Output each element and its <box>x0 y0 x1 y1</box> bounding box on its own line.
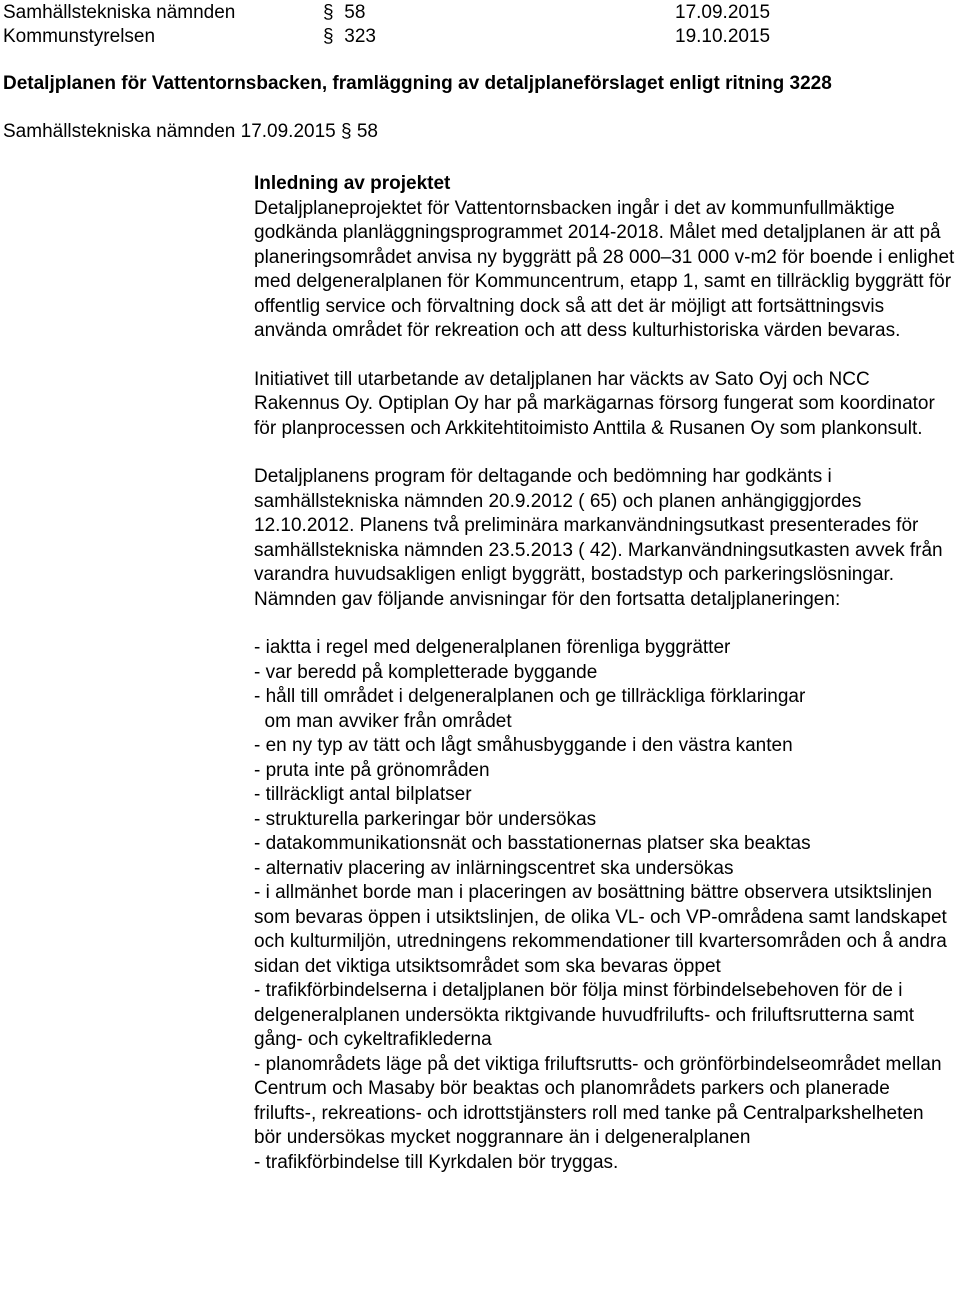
list-item: - trafikförbindelserna i detaljplanen bör följa minst förbindelsebehoven för de i delgeneralplanen undersökta riktgivande huvudfrilufts- och friluftsrutterna samt gång- och cykeltrafiklederna <box>254 980 915 1050</box>
paragraph-introduction: Detaljplaneprojektet för Vattentornsbacken ingår i det av kommunfullmäktige godkända planläggningsprogrammet 2014-2018. Målet med detaljplanen är att på planeringsområdet anvisa ny byggrätt på 28 000–31 000 v-m2 för boende i enlighet med delgeneralplanen för Kommuncentrum, etapp 1, samt en tillräcklig byggrätt för offentlig service och förvaltning dock så att det är möjligt att fortsättningsvis använda området för rekreation och att dess kulturhistoriska värden bevaras. <box>254 197 955 341</box>
list-item: - trafikförbindelse till Kyrkdalen bör tryggas. <box>254 1151 619 1173</box>
header-row-1 <box>3 1 903 25</box>
list-item: - tillräckligt antal bilplatser <box>254 784 472 805</box>
list-item: - pruta inte på grönområden <box>254 759 490 781</box>
list-item: - alternativ placering av inlärningscentret ska undersökas <box>254 857 734 879</box>
list-item: - håll till området i delgeneralplanen och ge tillräckliga förklaringar <box>254 686 806 707</box>
header-row-2-section-number: 323 <box>344 26 376 47</box>
header-row-1-section-number: 58 <box>344 2 366 23</box>
header-row-2-section <box>323 25 376 50</box>
list-item: - strukturella parkeringar bör undersökas <box>254 808 597 830</box>
list-item: om man avviker från området <box>254 710 512 732</box>
list-item: - planområdets läge på det viktiga friluftsrutts- och grönförbindelseområdet mellan Centrum och Masaby bör beaktas och planområdets parkers och planerade frilufts-, rekreations- och idrottstjänsters roll med tanke på Centralparkshelheten bör undersökas mycket noggrannare än i delgeneralplanen <box>254 1053 942 1148</box>
list-item: - en ny typ av tätt och lågt småhusbyggande i den västra kanten <box>254 735 793 756</box>
meeting-reference: Samhällstekniska nämnden 17.09.2015 § 58 <box>3 121 378 142</box>
list-item: - var beredd på kompletterade byggande <box>254 661 598 683</box>
section-mark: § <box>323 26 334 47</box>
header-row-2-date: 19.10.2015 <box>675 26 771 47</box>
header-row-1-body: Samhällstekniska nämnden <box>3 2 236 23</box>
instructions-list <box>254 636 956 1175</box>
section-heading: Inledning av projektet <box>254 173 451 194</box>
paragraph-initiative: Initiativet till utarbetande av detaljplanen har väckts av Sato Oyj och NCC Rakennus Oy. Optiplan Oy har på markägarnas försorg fungerat som koordinator för planprocessen och Arkkitehtitoimisto Anttila & Rusanen Oy som plankonsult. <box>254 368 935 439</box>
list-item: - iaktta i regel med delgeneralplanen förenliga byggrätter <box>254 637 731 658</box>
header-row-2 <box>3 25 903 49</box>
list-item: - i allmänhet borde man i placeringen av bosättning bättre observera utsiktslinjen som bevaras öppen i utsiktslinjen, de olika VL- och VP-områdena samt landskapet och kulturmiljön, utredningens rekommendationer till kvartersområden och å andra sidan det viktiga utsiktsområdet som ska bevaras öppet <box>254 882 947 977</box>
header-row-1-section <box>323 1 365 26</box>
document-title: Detaljplanen för Vattentornsbacken, framläggning av detaljplaneförslaget enligt ritning 3228 <box>3 73 832 94</box>
header-row-1-date: 17.09.2015 <box>675 2 771 23</box>
document-body <box>254 172 956 1175</box>
section-mark: § <box>323 2 334 23</box>
header-row-2-body: Kommunstyrelsen <box>3 26 156 47</box>
list-item: - datakommunikationsnät och basstationernas platser ska beaktas <box>254 833 811 854</box>
paragraph-program: Detaljplanens program för deltagande och bedömning har godkänts i samhällstekniska nämnden 20.9.2012 ( 65) och planen anhängiggjordes 12.10.2012. Planens två preliminära markanvändningsutkast presenterades för samhällstekniska nämnden 23.5.2013 ( 42). Markanvändningsutkasten avvek från varandra huvudsakligen enligt byggrätt, bostadstyp och parkeringslösningar. Nämnden gav följande anvisningar för den fortsatta detaljplaneringen: <box>254 466 943 610</box>
